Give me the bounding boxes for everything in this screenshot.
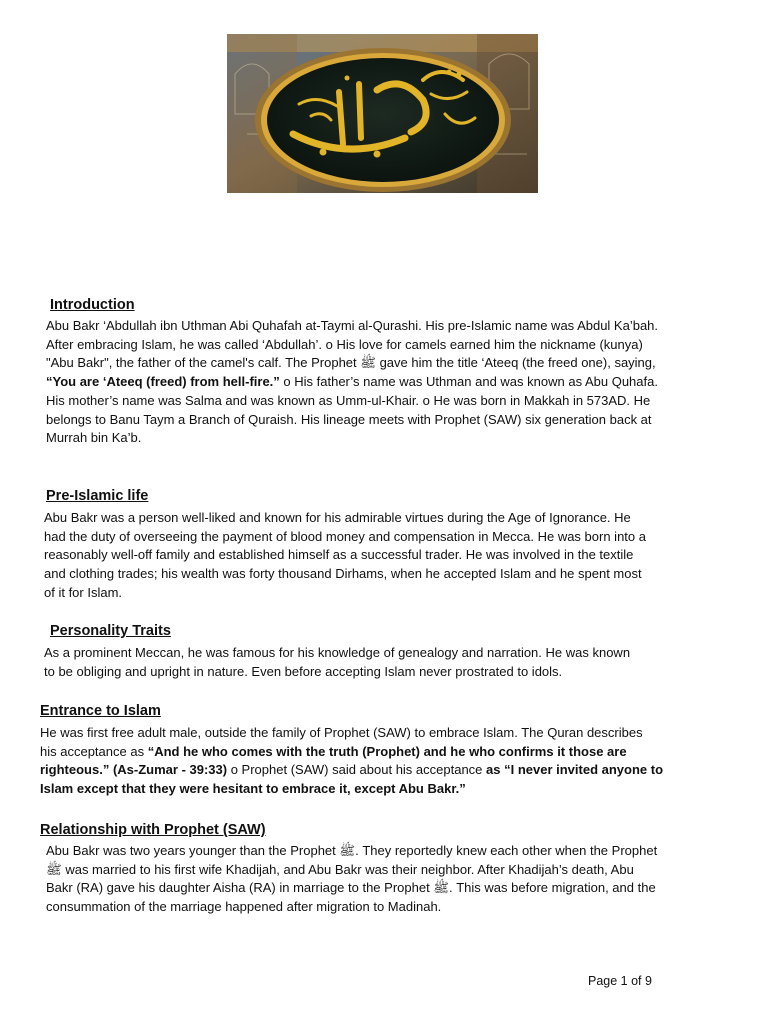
text-run: consummation of the marriage happened after migration to Madinah. [46,899,442,915]
section-paragraph [44,509,646,603]
paragraph-line [40,743,663,762]
paragraph-line [46,842,657,861]
section-heading: Relationship with Prophet (SAW) [40,822,266,838]
paragraph-line [40,780,663,799]
text-run: Murrah bin Ka’b. [46,430,142,446]
paragraph-line [46,317,658,336]
section-paragraph [46,317,658,448]
text-run: o His father’s name was Uthman and was known as Abu Quhafa. [279,374,658,390]
text-run: His mother’s name was Salma and was known as Umm-ul-Khair. o He was born in Makkah in 573AD. He [46,392,651,408]
paragraph-line [46,879,657,898]
paragraph-line [44,565,646,584]
text-run: belongs to Banu Taym a Branch of Quraish. His lineage meets with Prophet (SAW) six generation back at [46,411,652,427]
paragraph-line [44,644,630,663]
paragraph-line [46,411,658,430]
paragraph-line [46,861,657,880]
text-run: had the duty of overseeing the payment of blood money and compensation in Mecca. He was born into a [44,528,646,544]
section-paragraph [46,842,657,917]
section-heading: Introduction [50,297,135,313]
section-heading: Pre-Islamic life [46,488,149,504]
bold-text-run: as “I never invited anyone to [486,762,664,778]
paragraph-line [44,584,646,603]
page-number: Page 1 of 9 [588,974,652,988]
section-paragraph [44,644,630,681]
paragraph-line [40,724,663,743]
text-run: "Abu Bakr", the father of the camel's calf. The Prophet ﷺ gave him the title ‘Ateeq (the freed one), saying, [46,355,656,371]
text-run: Bakr (RA) gave his daughter Aisha (RA) in marriage to the Prophet ﷺ. This was before migration, and the [46,880,656,896]
paragraph-line [44,546,646,565]
hero-illustration [227,34,538,193]
paragraph-line [46,373,658,392]
text-run: Abu Bakr was a person well-liked and known for his admirable virtues during the Age of Ignorance. He [44,510,631,525]
text-run: of it for Islam. [44,584,123,600]
text-run: He was first free adult male, outside the family of Prophet (SAW) to embrace Islam. The Quran describes [40,725,643,740]
text-run: As a prominent Meccan, he was famous for his knowledge of genealogy and narration. He was known [44,645,631,660]
paragraph-line [46,336,658,355]
bold-text-run: “And he who comes with the truth (Prophet) and he who confirms it those are [147,743,627,759]
text-run: Abu Bakr ‘Abdullah ibn Uthman Abi Quhafah at-Taymi al-Qurashi. His pre-Islamic name was Abdul Ka’bah. [46,318,659,333]
paragraph-line [44,509,646,528]
paragraph-line [46,354,658,373]
text-run: his acceptance as [40,743,148,759]
paragraph-line [46,429,658,448]
paragraph-line [44,663,630,682]
paragraph-line [40,761,663,780]
text-run: and clothing trades; his wealth was forty thousand Dirhams, when he accepted Islam and he spent most [44,566,642,582]
paragraph-line [46,898,657,917]
section-heading: Entrance to Islam [40,703,161,719]
text-run: Abu Bakr was two years younger than the Prophet ﷺ. They reportedly knew each other when the Prophet [46,843,658,858]
paragraph-line [44,528,646,547]
section-paragraph [40,724,663,799]
calligraphy-medallion-image [227,34,538,193]
text-run: After embracing Islam, he was called ‘Abdullah’. o His love for camels earned him the nickname (kunya) [46,336,643,352]
section-heading: Personality Traits [50,623,171,639]
bold-text-run: righteous.” (As-Zumar - 39:33) [40,762,228,778]
bold-text-run: Islam except that they were hesitant to embrace it, except Abu Bakr.” [40,781,466,797]
text-run: to be obliging and upright in nature. Even before accepting Islam never prostrated to idols. [44,663,563,679]
bold-text-run: “You are ‘Ateeq (freed) from hell-fire.” [46,374,280,390]
paragraph-line [46,392,658,411]
text-run: reasonably well-off family and established himself as a successful trader. He was involved in the textile [44,547,634,563]
text-run: ﷺ was married to his first wife Khadijah, and Abu Bakr was their neighbor. After Khadijah’s death, Abu [46,861,634,877]
text-run: o Prophet (SAW) said about his acceptance [227,762,487,778]
